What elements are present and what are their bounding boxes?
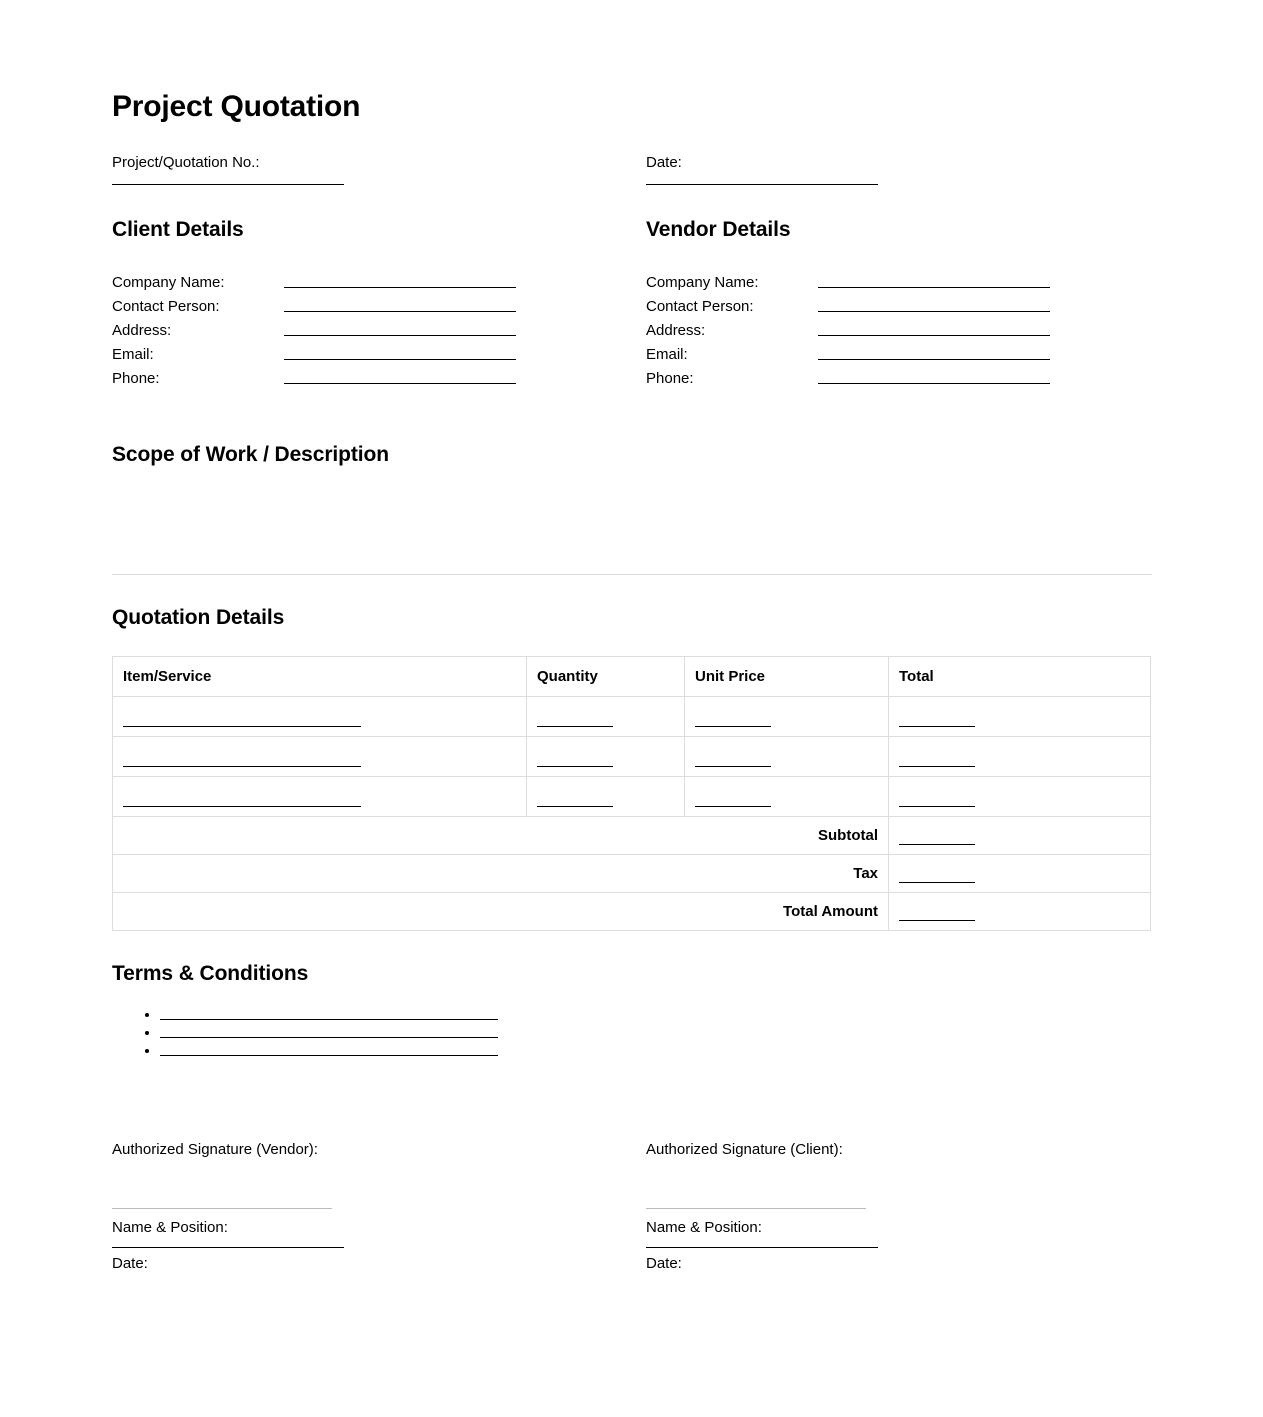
- unit-price-input-line[interactable]: [695, 766, 771, 767]
- field-label: Phone:: [646, 370, 694, 388]
- column-header-quantity: Quantity: [527, 656, 685, 696]
- tax-input-line[interactable]: [899, 882, 975, 883]
- vendor-field-contact-person: [646, 292, 1152, 316]
- table-header-row: [113, 656, 1151, 696]
- client-name-position-label: Name & Position:: [646, 1218, 762, 1236]
- client-phone-input-line[interactable]: [284, 383, 516, 384]
- signature-section: [112, 1060, 1152, 1274]
- unit-price-input-line[interactable]: [695, 806, 771, 807]
- item-input-line[interactable]: [123, 806, 361, 807]
- tax-value-cell[interactable]: [889, 854, 1151, 892]
- client-details-heading: Client Details: [112, 218, 244, 242]
- cell-item-service[interactable]: [113, 776, 527, 816]
- client-field-contact-person: [112, 292, 646, 316]
- total-amount-row: [113, 892, 1151, 930]
- total-amount-value-cell[interactable]: [889, 892, 1151, 930]
- quotation-table: [112, 656, 1151, 931]
- quantity-input-line[interactable]: [537, 726, 613, 727]
- field-label: Phone:: [112, 370, 160, 388]
- vendor-fields: [646, 268, 1152, 388]
- cell-total[interactable]: [889, 736, 1151, 776]
- client-signature-block: [646, 1140, 1152, 1274]
- client-address-input-line[interactable]: [284, 335, 516, 336]
- list-item: [160, 1024, 1152, 1042]
- cell-item-service[interactable]: [113, 696, 527, 736]
- field-label: Email:: [646, 346, 688, 364]
- document-content: [112, 0, 1152, 1274]
- vendor-signature-block: [112, 1140, 646, 1274]
- term-input-line[interactable]: [160, 1037, 498, 1038]
- vendor-field-company-name: [646, 268, 1152, 292]
- quotation-details-heading: Quotation Details: [112, 605, 285, 629]
- field-label: Address:: [112, 322, 172, 340]
- client-company-name-input-line[interactable]: [284, 287, 516, 288]
- page-title: Project Quotation: [112, 90, 361, 123]
- client-field-email: [112, 340, 646, 364]
- table-row: [113, 696, 1151, 736]
- vendor-signature-label: Authorized Signature (Vendor):: [112, 1141, 318, 1158]
- quotation-table-head: [113, 656, 1151, 696]
- field-label: Company Name:: [112, 274, 225, 292]
- column-header-total: Total: [889, 656, 1151, 696]
- scope-of-work-textarea[interactable]: [112, 468, 1152, 574]
- column-header-item-service: Item/Service: [113, 656, 527, 696]
- cell-quantity[interactable]: [527, 776, 685, 816]
- quantity-input-line[interactable]: [537, 766, 613, 767]
- vendor-field-address: [646, 316, 1152, 340]
- term-input-line[interactable]: [160, 1019, 498, 1020]
- cell-unit-price[interactable]: [685, 696, 889, 736]
- vendor-field-email: [646, 340, 1152, 364]
- parties-section: [112, 185, 1152, 388]
- subtotal-input-line[interactable]: [899, 844, 975, 845]
- item-input-line[interactable]: [123, 726, 361, 727]
- field-label: Address:: [646, 322, 706, 340]
- term-input-line[interactable]: [160, 1055, 498, 1056]
- list-item: [160, 1006, 1152, 1024]
- field-label: Contact Person:: [112, 298, 220, 316]
- table-row: [113, 736, 1151, 776]
- vendor-contact-person-input-line[interactable]: [818, 311, 1050, 312]
- project-number-block: [112, 154, 646, 186]
- cell-total[interactable]: [889, 696, 1151, 736]
- client-date-label: Date:: [646, 1255, 682, 1272]
- subtotal-label: Subtotal: [113, 816, 889, 854]
- tax-row: [113, 854, 1151, 892]
- cell-unit-price[interactable]: [685, 776, 889, 816]
- field-label: Contact Person:: [646, 298, 754, 316]
- date-block: [646, 154, 1152, 186]
- vendor-date-label: Date:: [112, 1255, 148, 1272]
- terms-and-conditions-heading: Terms & Conditions: [112, 961, 309, 985]
- total-amount-label: Total Amount: [113, 892, 889, 930]
- client-signature-line[interactable]: [646, 1208, 866, 1209]
- scope-of-work-heading: Scope of Work / Description: [112, 443, 389, 467]
- field-label: Company Name:: [646, 274, 759, 292]
- subtotal-row: [113, 816, 1151, 854]
- table-row: [113, 776, 1151, 816]
- item-input-line[interactable]: [123, 766, 361, 767]
- tax-label: Tax: [113, 854, 889, 892]
- vendor-name-position-input-line[interactable]: [112, 1247, 344, 1248]
- field-label: Email:: [112, 346, 154, 364]
- cell-unit-price[interactable]: [685, 736, 889, 776]
- client-email-input-line[interactable]: [284, 359, 516, 360]
- client-contact-person-input-line[interactable]: [284, 311, 516, 312]
- cell-item-service[interactable]: [113, 736, 527, 776]
- total-input-line[interactable]: [899, 766, 975, 767]
- vendor-details-heading: Vendor Details: [646, 218, 791, 242]
- document-meta-row: [112, 154, 1152, 186]
- client-fields: [112, 268, 646, 388]
- vendor-field-phone: [646, 364, 1152, 388]
- quantity-input-line[interactable]: [537, 806, 613, 807]
- total-input-line[interactable]: [899, 806, 975, 807]
- vendor-details-block: [646, 185, 1152, 388]
- vendor-signature-line[interactable]: [112, 1208, 332, 1209]
- column-header-unit-price: Unit Price: [685, 656, 889, 696]
- cell-quantity[interactable]: [527, 736, 685, 776]
- subtotal-value-cell[interactable]: [889, 816, 1151, 854]
- cell-quantity[interactable]: [527, 696, 685, 736]
- quotation-table-body: [113, 696, 1151, 930]
- client-field-phone: [112, 364, 646, 388]
- vendor-name-position-label: Name & Position:: [112, 1218, 228, 1236]
- unit-price-input-line[interactable]: [695, 726, 771, 727]
- total-amount-input-line[interactable]: [899, 920, 975, 921]
- total-input-line[interactable]: [899, 726, 975, 727]
- client-field-company-name: [112, 268, 646, 292]
- client-field-address: [112, 316, 646, 340]
- date-label: Date:: [646, 153, 682, 171]
- cell-total[interactable]: [889, 776, 1151, 816]
- vendor-phone-input-line[interactable]: [818, 383, 1050, 384]
- vendor-company-name-input-line[interactable]: [818, 287, 1050, 288]
- vendor-address-input-line[interactable]: [818, 335, 1050, 336]
- list-item: [160, 1042, 1152, 1060]
- client-details-block: [112, 185, 646, 388]
- project-number-label: Project/Quotation No.:: [112, 153, 260, 171]
- terms-list: [112, 1006, 1152, 1060]
- client-name-position-input-line[interactable]: [646, 1247, 878, 1248]
- client-signature-label: Authorized Signature (Client):: [646, 1141, 843, 1158]
- vendor-email-input-line[interactable]: [818, 359, 1050, 360]
